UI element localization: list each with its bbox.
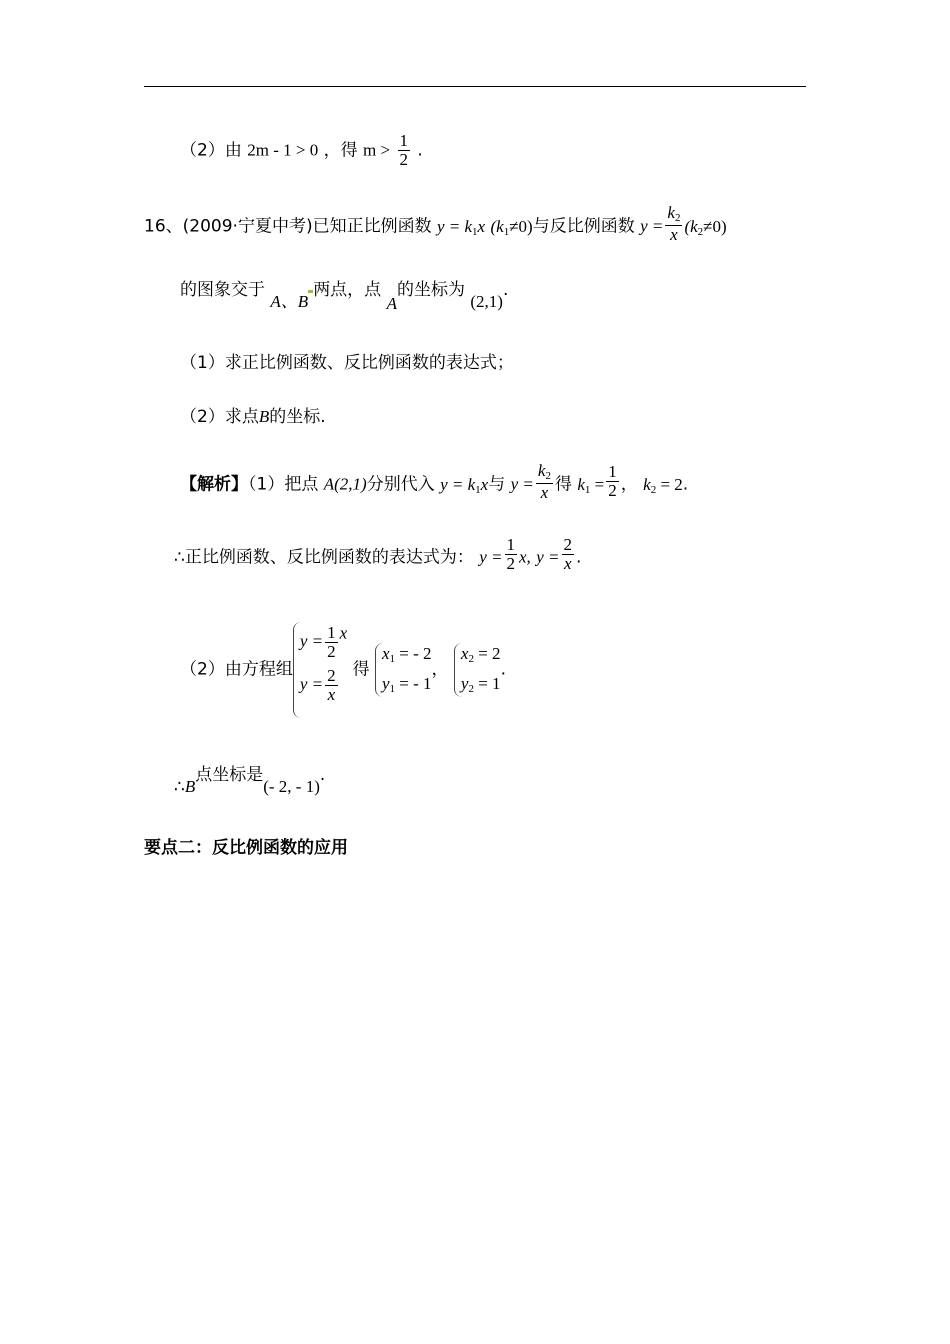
inverse-function-lhs: y = bbox=[640, 216, 664, 236]
solution-label: 【解析】 bbox=[180, 474, 248, 495]
k1-value: $k_1$ = bbox=[577, 474, 605, 496]
solution-step-1: 【解析】（1）把点 A(2,1)分别代入 $y = k_1x$与 y = $\frac{k_2}{x}$ 得 $k_1$ = $\frac{1}{2}$ ， $k_2 = 2$. bbox=[180, 461, 689, 502]
fraction-one-half: $\frac{1}{2}$ bbox=[608, 462, 617, 501]
condition-k2: $(k_2\ne 0)$ bbox=[684, 216, 727, 238]
question-2: （2）求点B的坐标. bbox=[180, 407, 326, 427]
inequality-lhs: m > bbox=[363, 140, 391, 160]
points-a-b: A、B bbox=[270, 292, 309, 311]
solution-set-1: $x_1$ = - 2 $y_1$ = - 1 bbox=[375, 643, 432, 697]
point-b: B bbox=[184, 777, 196, 796]
problem-16-statement-cont: 的图象交于 A、B两点，点 A的坐标为 (2,1). bbox=[180, 280, 509, 313]
part2-solution-line: （2）由 2m - 1 > 0 ，得 m > $\frac{1}{2}$ . bbox=[180, 131, 423, 169]
fraction-one-half: $\frac{1}{2}$ bbox=[506, 535, 516, 573]
problem-source: (2009·宁夏中考) bbox=[182, 216, 313, 237]
coordinate-b: (- 2, - 1) bbox=[263, 777, 320, 796]
text: （2）由 bbox=[180, 140, 242, 161]
fraction-k2-over-x: $\frac{k_2}{x}$ bbox=[537, 461, 551, 502]
fraction-one-half: $\frac{1}{2}$ bbox=[399, 131, 408, 169]
solution-set-2: $x_2 = 2$ $y_2 = 1$ bbox=[454, 643, 501, 697]
header-rule bbox=[144, 86, 806, 87]
question-1: （1）求正比例函数、反比例函数的表达式； bbox=[180, 353, 514, 373]
fraction-k2-over-x: $\frac{k_2}{x}$ bbox=[667, 203, 681, 244]
linear-function: $y = k_1x$ bbox=[436, 216, 486, 238]
coordinate-a: (2,1) bbox=[470, 292, 503, 311]
problem-16-statement: 16、(2009·宁夏中考)已知正比例函数 $y = k_1x$ $(k_1\ne 0)$与反比例函数 y = $\frac{k_2}{x}$ $(k_2\ne 0)$ bbox=[144, 203, 727, 244]
solution-step-2: ∴正比例函数、反比例函数的表达式为： y = $\frac{1}{2}$ x, y = $\frac{2}{x}$ . bbox=[174, 535, 582, 573]
equation-system: y = $\frac{1}{2}$ x y = $\frac{2}{x}$ bbox=[293, 622, 347, 718]
point-a: A bbox=[386, 294, 397, 313]
solution-step-3: （2）由方程组 y = $\frac{1}{2}$ x y = $\frac{2}{x}$ 得 $x_1$ = - 2 $y_1$ = - 1 ， $x_2 = 2$ $y_2 = 1$ . bbox=[180, 622, 506, 718]
section-heading: 要点二：反比例函数的应用 bbox=[144, 838, 348, 858]
text: ，得 bbox=[323, 140, 358, 161]
problem-number: 16、 bbox=[144, 216, 183, 237]
point-b: B bbox=[258, 407, 270, 426]
k2-value: $k_2 = 2$ bbox=[643, 474, 683, 496]
point-a-coord: A(2,1) bbox=[323, 474, 367, 494]
solution-step-4: ∴B点坐标是(- 2, - 1). bbox=[174, 765, 326, 797]
fraction-two-over-x: $\frac{2}{x}$ bbox=[563, 535, 572, 573]
condition-k1: $(k_1\ne 0)$ bbox=[490, 216, 533, 238]
linear-function: $y = k_1x$ bbox=[440, 474, 489, 496]
inequality: 2m - 1 > 0 bbox=[247, 140, 319, 160]
